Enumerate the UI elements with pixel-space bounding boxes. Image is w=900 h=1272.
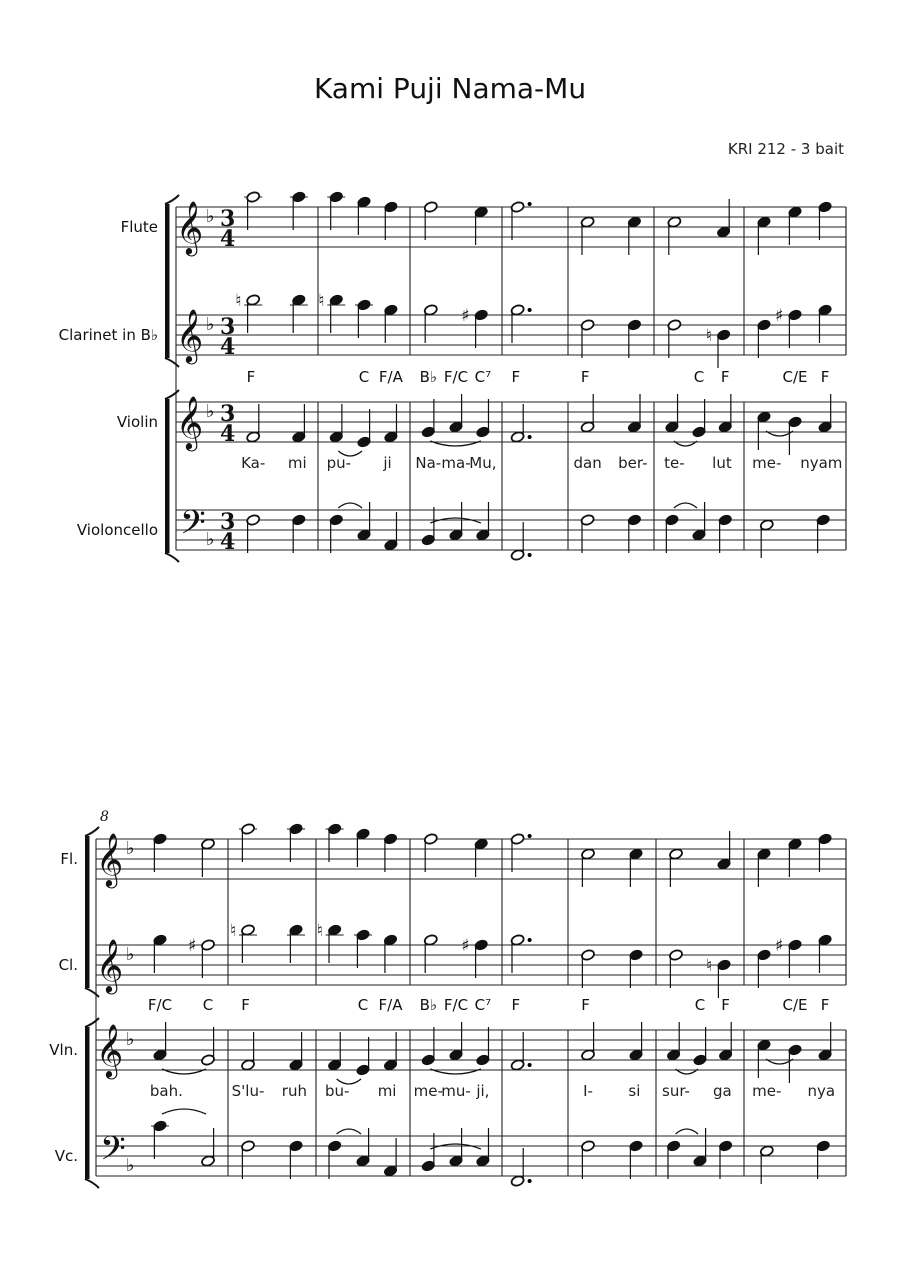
chord-symbol: F/A [378, 996, 403, 1014]
chord-symbol: F [246, 368, 256, 386]
chord-symbol: F/C [443, 996, 469, 1014]
staff-bracket [165, 204, 170, 358]
instrument-name: Vln. [49, 1041, 78, 1059]
score-subtitle: KRI 212 - 3 bait [727, 140, 844, 158]
chord-symbol: F [720, 368, 730, 386]
chord-symbol: C⁷ [474, 368, 492, 386]
augmentation-dot [528, 435, 532, 439]
chord-symbol: F/C [443, 368, 469, 386]
instrument-name: Fl. [60, 850, 78, 868]
lyric-syllable: si [628, 1082, 641, 1100]
sharp-accidental: ♯ [461, 306, 470, 326]
time-signature-top: 3 [220, 401, 236, 427]
lyric-syllable: nyam [800, 454, 843, 472]
staff-bracket [165, 399, 170, 553]
lyric-syllable: te- [664, 454, 685, 472]
key-signature-flat: ♭ [206, 314, 215, 335]
bass-clef-icon: 𝄢 [100, 1130, 126, 1176]
chord-symbol: C/E [782, 996, 808, 1014]
staff-bracket [85, 836, 90, 988]
lyric-syllable: ma- [441, 454, 471, 472]
augmentation-dot [528, 938, 532, 942]
lyric-syllable: me- [413, 1082, 443, 1100]
lyric-syllable: ji, [476, 1082, 490, 1100]
key-signature-flat: ♭ [206, 206, 215, 227]
slur [676, 1129, 698, 1134]
lyric-syllable: sur- [662, 1082, 690, 1100]
time-signature-bottom: 4 [220, 334, 236, 360]
time-signature-bottom: 4 [220, 529, 236, 555]
chord-symbol: F [580, 368, 590, 386]
lyric-syllable: me- [752, 1082, 782, 1100]
natural-accidental: ♮ [235, 291, 242, 311]
lyric-syllable: bah. [149, 1082, 183, 1100]
chord-symbol: F [721, 996, 730, 1014]
chord-symbol: F [241, 996, 250, 1014]
chord-symbol: C [694, 996, 706, 1014]
lyric-syllable: lut [712, 454, 732, 472]
treble-clef-icon: 𝄞 [176, 395, 204, 449]
lyric-syllable: ga [713, 1082, 732, 1100]
chord-symbol: F [820, 368, 830, 386]
treble-clef-icon: 𝄞 [96, 1023, 124, 1077]
chord-symbol: C [202, 996, 214, 1014]
augmentation-dot [528, 1179, 532, 1183]
augmentation-dot [528, 202, 532, 206]
natural-accidental: ♮ [316, 921, 323, 941]
chord-symbol: C [358, 368, 370, 386]
sharp-accidental: ♯ [775, 936, 784, 956]
bass-clef-icon: 𝄢 [180, 504, 206, 550]
natural-accidental: ♮ [318, 291, 325, 311]
chord-symbol: F [511, 368, 521, 386]
score-title: Kami Puji Nama-Mu [313, 72, 587, 105]
chord-symbol: F [581, 996, 590, 1014]
instrument-name: Vc. [54, 1147, 78, 1165]
chord-symbol: B♭ [419, 996, 437, 1014]
augmentation-dot [528, 834, 532, 838]
lyric-syllable: ber- [618, 454, 648, 472]
sharp-accidental: ♯ [775, 306, 784, 326]
lyric-syllable: pu- [326, 454, 352, 472]
instrument-name: Violoncello [76, 521, 158, 539]
instrument-name: Clarinet in B♭ [58, 326, 158, 344]
time-signature-bottom: 4 [220, 226, 236, 252]
measure-number: 8 [100, 809, 109, 825]
time-signature-top: 3 [220, 509, 236, 535]
lyric-syllable: S'lu- [231, 1082, 265, 1100]
bracket-hook [85, 1179, 99, 1188]
chord-symbol: C/E [782, 368, 808, 386]
lyric-syllable: Ka- [241, 454, 266, 472]
key-signature-flat: ♭ [126, 1029, 135, 1050]
instrument-name: Flute [120, 218, 158, 236]
treble-clef-icon: 𝄞 [96, 832, 124, 886]
slur [674, 503, 697, 508]
time-signature-bottom: 4 [220, 421, 236, 447]
lyric-syllable: mu- [441, 1082, 471, 1100]
natural-accidental: ♮ [706, 956, 713, 976]
sharp-accidental: ♯ [188, 936, 197, 956]
slur [337, 1129, 361, 1134]
augmentation-dot [528, 553, 532, 557]
bracket-hook [165, 553, 179, 562]
key-signature-flat: ♭ [126, 944, 135, 965]
chord-symbol: C⁷ [474, 996, 492, 1014]
lyric-syllable: bu- [324, 1082, 350, 1100]
lyric-syllable: ruh [281, 1082, 307, 1100]
lyric-syllable: ji [383, 454, 392, 472]
key-signature-flat: ♭ [126, 838, 135, 859]
treble-clef-icon: 𝄞 [176, 200, 204, 254]
time-signature-top: 3 [220, 206, 236, 232]
lyric-syllable: mi [377, 1082, 397, 1100]
lyric-syllable: Mu, [469, 454, 497, 472]
chord-symbol: C [357, 996, 369, 1014]
key-signature-flat: ♭ [126, 1155, 135, 1176]
chord-symbol: C [693, 368, 705, 386]
treble-clef-icon: 𝄞 [96, 938, 124, 992]
natural-accidental: ♮ [230, 921, 237, 941]
slur [162, 1109, 206, 1114]
augmentation-dot [528, 308, 532, 312]
chord-symbol: F [511, 996, 521, 1014]
chord-symbol: F/A [378, 368, 403, 386]
lyric-syllable: me- [752, 454, 782, 472]
instrument-name: Violin [116, 413, 158, 431]
natural-accidental: ♮ [705, 326, 712, 346]
instrument-name: Cl. [58, 956, 78, 974]
lyric-syllable: mi [287, 454, 307, 472]
chord-symbol: F/C [147, 996, 173, 1014]
key-signature-flat: ♭ [206, 401, 215, 422]
lyric-syllable: Na- [415, 454, 442, 472]
treble-clef-icon: 𝄞 [176, 308, 204, 362]
augmentation-dot [528, 1063, 532, 1067]
chord-symbol: B♭ [419, 368, 437, 386]
lyric-syllable: I- [583, 1082, 593, 1100]
lyric-syllable: nya [807, 1082, 836, 1100]
sharp-accidental: ♯ [461, 936, 470, 956]
lyric-syllable: dan [573, 454, 602, 472]
time-signature-top: 3 [220, 314, 236, 340]
chord-symbol: F [820, 996, 830, 1014]
slur [338, 503, 362, 508]
key-signature-flat: ♭ [206, 529, 215, 550]
staff-bracket [85, 1027, 90, 1179]
